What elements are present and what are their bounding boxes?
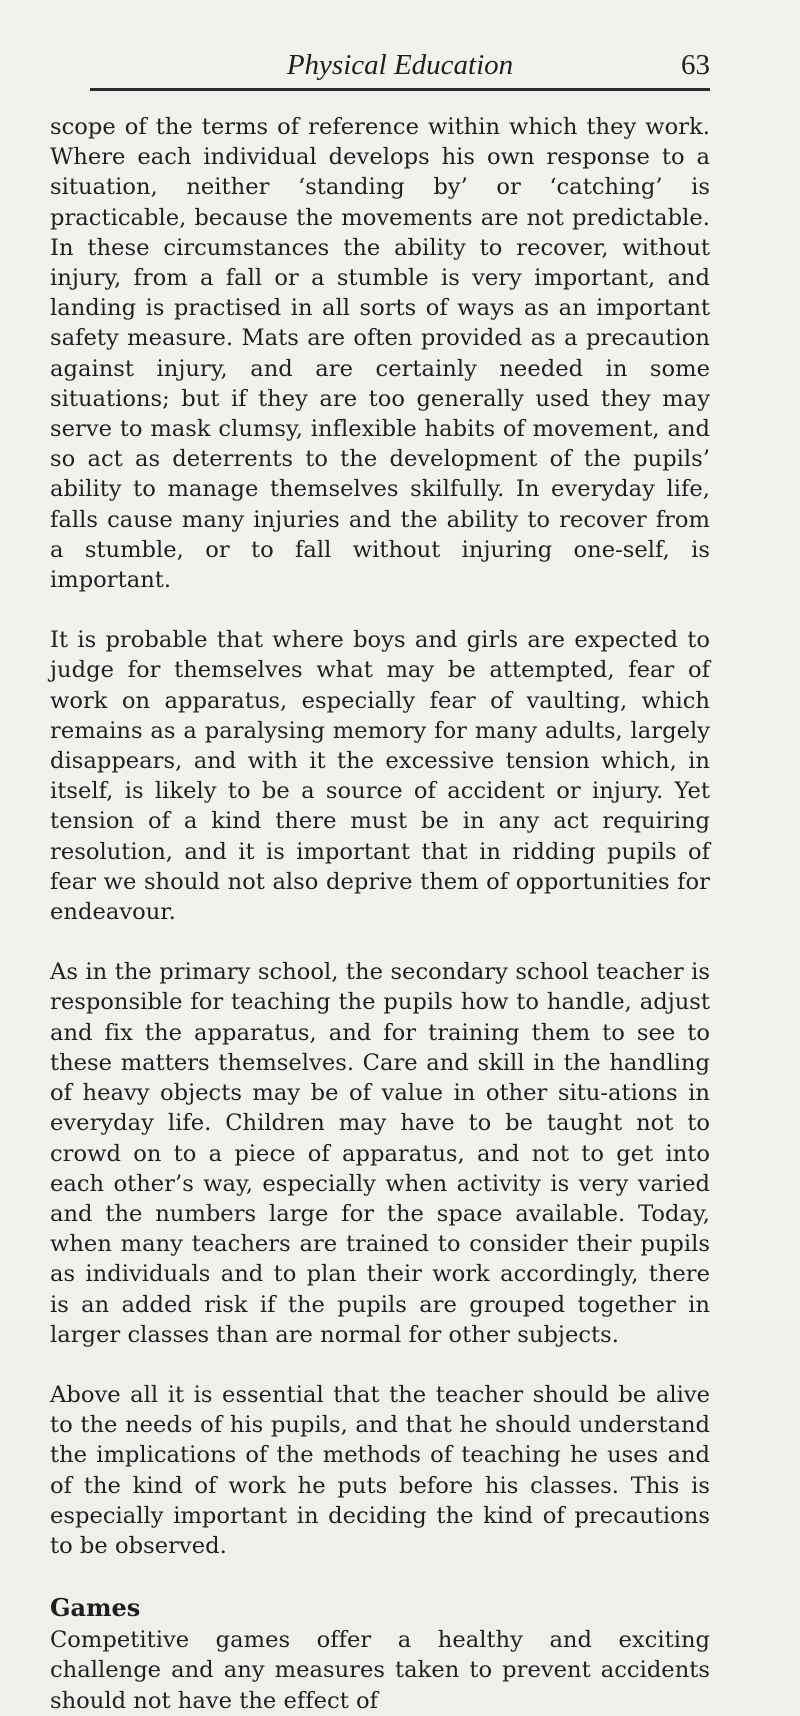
page-number: 63 bbox=[681, 49, 710, 81]
paragraph-fear-apparatus: It is probable that where boys and girls are expected to judge for themselves what may be attempted, fear of work on apparatus, especially fear of vaulting, which remains as a paralysing memory for many adults, largely disappears, and with it the excessive tension which, in itself, is likely to be a source of accident or injury. Yet tension of a kind there must be in any act requiring resolution, and it is important that in ridding pupils of fear we should not also deprive them of opportunities for endeavour. bbox=[50, 627, 710, 926]
paragraph-safety-recovery: scope of the terms of reference within which they work. Where each individual develops his own response to a situation, neither ‘standing by’ or ‘catching’ is practicable, because the movements are not predictable. In these circumstances the ability to recover, without injury, from a fall or a stumble is very important, and landing is practised in all sorts of ways as an important safety measure. Mats are often provided as a precaution against injury, and are certainly needed in some situations; but if they are too generally used they may serve to mask clumsy, inflexible habits of movement, and so act as deterrents to the development of the pupils’ ability to manage themselves skilfully. In everyday life, falls cause many injuries and the ability to recover from a stumble, or to fall without injuring one-self, is important. bbox=[50, 114, 710, 594]
paragraph-teacher-awareness: Above all it is essential that the teacher should be alive to the needs of his pupils, and that he should understand the implications of the methods of teaching he uses and of the kind of work he puts before his classes. This is especially important in deciding the kind of precautions to be observed. bbox=[50, 1381, 710, 1559]
body-text bbox=[50, 112, 710, 1716]
paragraph-competitive-games: Competitive games offer a healthy and exciting challenge and any measures taken to prevent accidents should not have the effect of bbox=[50, 1627, 710, 1714]
running-title: Physical Education bbox=[286, 49, 514, 81]
running-head bbox=[90, 16, 710, 91]
section-heading-games: Games bbox=[50, 1593, 141, 1623]
paragraph-apparatus-handling: As in the primary school, the secondary school teacher is responsible for teaching the pupils how to handle, adjust and fix the apparatus, and for training them to see to these matters themselves. Care and skill in the handling of heavy objects may be of value in other situ-ations in everyday life. Children may have to be taught not to crowd on to a piece of apparatus, and not to get into each other’s way, especially when activity is very varied and the numbers large for the space available. Today, when many teachers are trained to consider their pupils as individuals and to plan their work accordingly, there is an added risk if the pupils are grouped together in larger classes than are normal for other subjects. bbox=[50, 959, 710, 1348]
